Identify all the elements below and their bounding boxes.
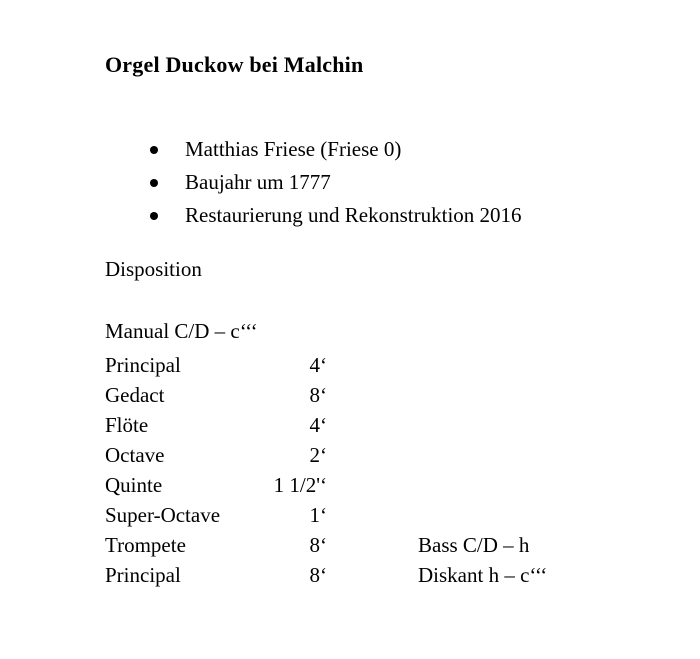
table-row [105,380,700,410]
stop-footage: 4‘ [309,413,327,437]
table-row [105,440,700,470]
list-item [105,133,700,166]
stop-name: Flöte [105,413,149,437]
page-title: Orgel Duckow bei Malchin [105,52,364,77]
stop-name: Principal [105,563,181,587]
stop-name: Octave [105,443,165,467]
stop-footage: 8‘ [309,563,327,587]
manual-range-line: Manual C/D – c‘‘‘ [105,319,258,343]
list-item [105,199,700,232]
stop-footage: 4‘ [309,353,327,377]
stop-note: Diskant h – c‘‘‘ [418,563,548,587]
table-row [105,500,700,530]
stop-footage: 2‘ [309,443,327,467]
stop-footage: 1‘ [309,503,327,527]
stop-name: Principal [105,353,181,377]
table-row [105,530,700,560]
stop-name: Trompete [105,533,186,557]
table-row [105,410,700,440]
bullet-icon [150,179,158,187]
stop-note: Bass C/D – h [418,533,530,557]
table-row [105,560,700,590]
stop-footage: 1 1/2'‘ [273,473,327,497]
bullet-icon [150,146,158,154]
stops-table [105,350,700,590]
stop-name: Gedact [105,383,165,407]
section-heading-disposition: Disposition [105,257,202,281]
stop-footage: 8‘ [309,533,327,557]
bullet-item-builder: Matthias Friese (Friese 0) [185,137,402,161]
facts-bullet-list [105,133,700,232]
table-row [105,470,700,500]
stop-name: Quinte [105,473,163,497]
bullet-icon [150,212,158,220]
stop-footage: 8‘ [309,383,327,407]
bullet-item-year: Baujahr um 1777 [185,170,331,194]
stop-name: Super-Octave [105,503,221,527]
table-row [105,350,700,380]
bullet-item-restoration: Restaurierung und Rekonstruktion 2016 [185,203,522,227]
list-item [105,166,700,199]
